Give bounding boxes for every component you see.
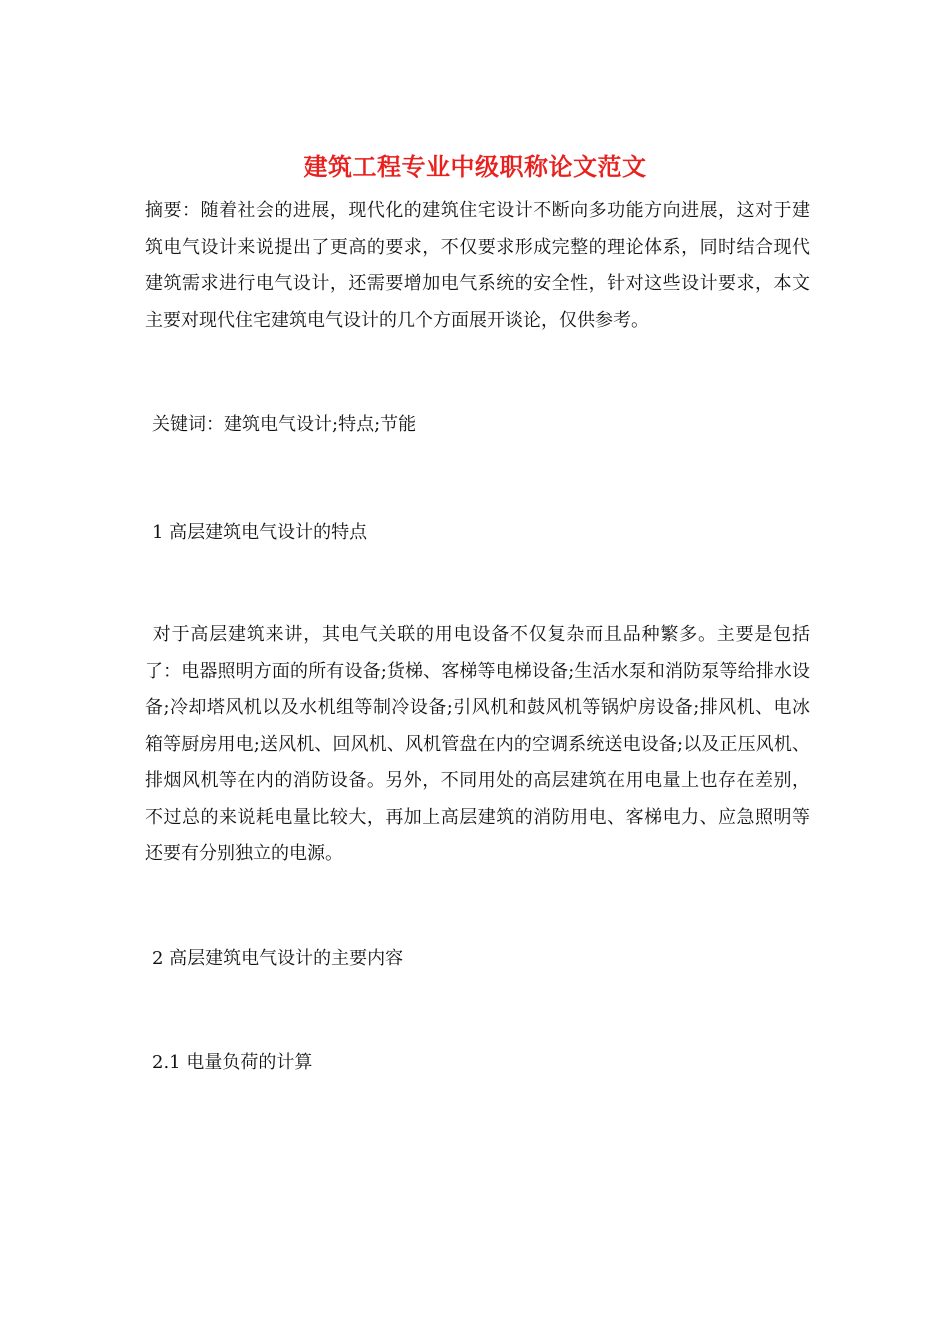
document-title: 建筑工程专业中级职称论文范文 bbox=[303, 153, 647, 181]
section-2-1-heading: 2.1 电量负荷的计算 bbox=[152, 1052, 313, 1073]
abstract-paragraph: 摘要：随着社会的进展，现代化的建筑住宅设计不断向多功能方向进展，这对于建筑电气设计来说提出了更高的要求，不仅要求形成完整的理论体系，同时结合现代建筑需求进行电气设计，还需要增加电气系统的安全性，针对这些设计要求，本文主要对现代住宅建筑电气设计的几个方面展开谈论，仅供参考。 bbox=[145, 200, 810, 331]
section-2-heading: 2 高层建筑电气设计的主要内容 bbox=[152, 948, 404, 969]
section-1-body-text: 对于高层建筑来讲，其电气关联的用电设备不仅复杂而且品种繁多。主要是包括了：电器照明方面的所有设备;货梯、客梯等电梯设备;生活水泵和消防泵等给排水设备;冷却塔风机以及水机组等制冷设备;引风机和鼓风机等锅炉房设备;排风机、电冰箱等厨房用电;送风机、回风机、风机管盘在内的空调系统送电设备;以及正压风机、排烟风机等在内的消防设备。另外，不同用处的高层建筑在用电量上也存在差别，不过总的来说耗电量比较大，再加上高层建筑的消防用电、客梯电力、应急照明等还要有分别独立的电源。 bbox=[145, 624, 810, 864]
section-1-heading: 1 高层建筑电气设计的特点 bbox=[152, 522, 368, 543]
section-1-body bbox=[145, 617, 810, 873]
keywords-line: 关键词：建筑电气设计;特点;节能 bbox=[152, 414, 417, 435]
